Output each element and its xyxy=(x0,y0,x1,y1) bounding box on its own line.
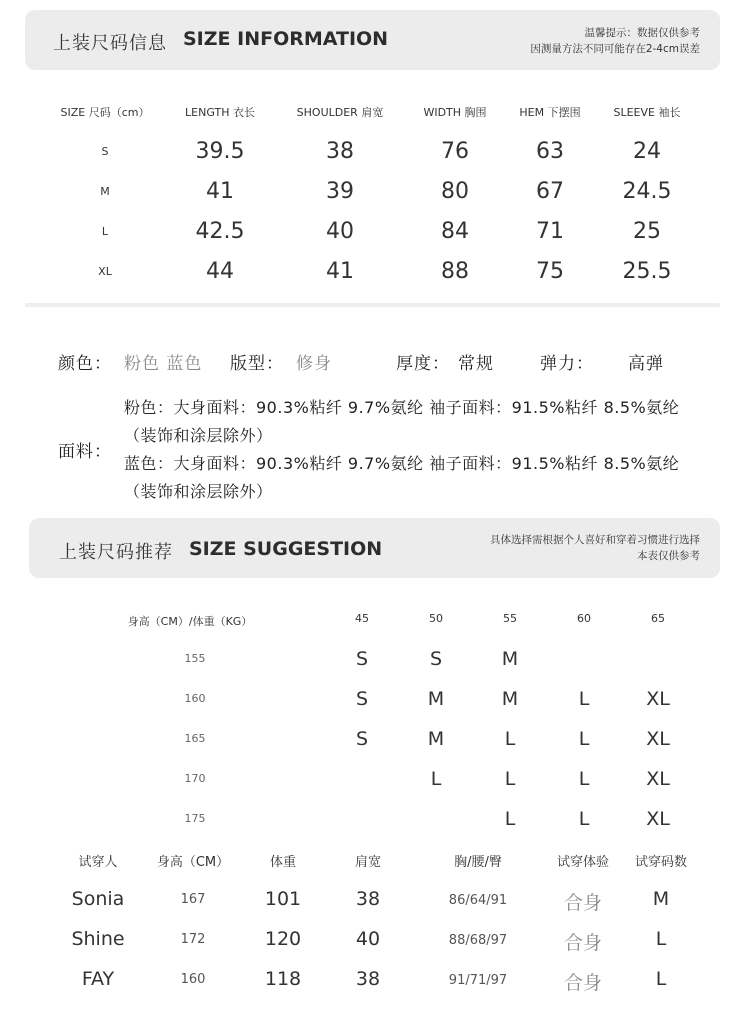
suggested-size: M xyxy=(501,648,519,670)
weight-header: 65 xyxy=(651,612,665,625)
size-info-banner xyxy=(25,10,720,70)
size-suggestion-note xyxy=(490,532,700,564)
suggested-size: XL xyxy=(646,808,670,830)
size-info-header-size: SIZE 尺码（cm） xyxy=(60,106,150,119)
size-value: 39 xyxy=(326,179,354,204)
try-on-weight: 120 xyxy=(264,928,302,950)
try-on-height: 172 xyxy=(180,932,206,947)
suggested-size: S xyxy=(355,688,369,710)
suggested-size: L xyxy=(504,808,516,830)
try-on-weight: 118 xyxy=(264,968,302,990)
size-info-note-line2: 因测量方法不同可能存在2-4cm误差 xyxy=(530,43,700,55)
try-on-bwh: 91/71/97 xyxy=(448,973,508,988)
suggested-size: L xyxy=(504,768,516,790)
size-value: 88 xyxy=(441,259,469,284)
size-row-label: S xyxy=(101,145,109,158)
try-on-fit: 合身 xyxy=(563,972,602,994)
stretch-label: 弹力： xyxy=(540,354,594,374)
size-value: 40 xyxy=(326,219,354,244)
size-value: 67 xyxy=(536,179,564,204)
size-info-header-sleeve: SLEEVE 袖长 xyxy=(613,106,681,119)
try-on-header-size: 试穿码数 xyxy=(634,855,687,870)
color-value: 粉色 蓝色 xyxy=(124,354,203,374)
size-info-header-width: WIDTH 胸围 xyxy=(423,106,487,119)
size-value: 63 xyxy=(536,139,564,164)
try-on-header-bwh: 胸/腰/臀 xyxy=(454,855,502,870)
thickness-value: 常规 xyxy=(458,354,494,374)
suggested-size: L xyxy=(578,808,590,830)
size-row-label: M xyxy=(100,185,110,198)
suggested-size: L xyxy=(578,728,590,750)
suggested-size: XL xyxy=(646,728,670,750)
try-on-fit: 合身 xyxy=(563,892,602,914)
size-info-note xyxy=(530,25,700,57)
fabric-line-blue: 蓝色：大身面料：90.3%粘纤 9.7%氨纶 袖子面料：91.5%粘纤 8.5%氨纶 xyxy=(124,454,680,473)
size-value: 84 xyxy=(441,219,469,244)
suggested-size: XL xyxy=(646,768,670,790)
section-divider xyxy=(25,303,720,307)
fabric-label: 面料： xyxy=(58,442,112,462)
size-value: 24 xyxy=(633,139,661,164)
size-info-header-length: LENGTH 衣长 xyxy=(185,106,255,119)
suggested-size: L xyxy=(578,688,590,710)
weight-header: 55 xyxy=(503,612,517,625)
size-value: 76 xyxy=(441,139,469,164)
try-on-name: Shine xyxy=(71,928,125,950)
try-on-size: L xyxy=(655,928,667,950)
size-value: 39.5 xyxy=(195,139,245,164)
size-value: 25.5 xyxy=(622,259,672,284)
suggested-size: M xyxy=(427,728,445,750)
size-value: 42.5 xyxy=(195,219,245,244)
try-on-header-experience: 试穿体验 xyxy=(556,855,609,870)
try-on-header-person: 试穿人 xyxy=(78,855,118,870)
try-on-weight: 101 xyxy=(264,888,302,910)
fabric-line-note: （装饰和涂层除外） xyxy=(124,482,273,501)
try-on-bwh: 86/64/91 xyxy=(448,893,508,908)
suggestion-header-label: 身高（CM）/体重（KG） xyxy=(127,615,253,628)
size-suggestion-title-en: SIZE SUGGESTION xyxy=(189,538,383,560)
weight-header: 45 xyxy=(355,612,369,625)
suggested-size: S xyxy=(355,728,369,750)
suggested-size: L xyxy=(504,728,516,750)
size-value: 38 xyxy=(326,139,354,164)
size-suggestion-banner xyxy=(29,518,720,578)
height-label: 155 xyxy=(184,652,206,665)
size-value: 44 xyxy=(206,259,234,284)
size-value: 24.5 xyxy=(622,179,672,204)
size-info-title-en: SIZE INFORMATION xyxy=(183,28,389,50)
size-suggestion-note-line1: 具体选择需根据个人喜好和穿着习惯进行选择 xyxy=(490,534,700,546)
try-on-header-weight: 体重 xyxy=(269,855,296,870)
size-row-label: XL xyxy=(98,265,112,278)
try-on-height: 167 xyxy=(180,892,206,907)
suggested-size: L xyxy=(578,768,590,790)
size-suggestion-title-cn: 上装尺码推荐 xyxy=(59,542,173,563)
try-on-header-shoulder: 肩宽 xyxy=(354,855,381,870)
fit-label: 版型： xyxy=(230,354,284,374)
size-value: 75 xyxy=(536,259,564,284)
thickness-label: 厚度： xyxy=(396,354,450,374)
color-label: 颜色： xyxy=(58,354,112,374)
stretch-value: 高弹 xyxy=(628,354,664,374)
try-on-size: M xyxy=(652,888,670,910)
weight-header: 60 xyxy=(577,612,591,625)
height-label: 175 xyxy=(184,812,206,825)
fabric-line-pink: 粉色：大身面料：90.3%粘纤 9.7%氨纶 袖子面料：91.5%粘纤 8.5%氨纶 xyxy=(124,398,680,417)
suggested-size: XL xyxy=(646,688,670,710)
size-value: 41 xyxy=(206,179,234,204)
try-on-name: FAY xyxy=(81,968,115,990)
try-on-height: 160 xyxy=(180,972,206,987)
try-on-shoulder: 40 xyxy=(355,928,381,950)
suggested-size: L xyxy=(430,768,442,790)
size-suggestion-note-line2: 本表仅供参考 xyxy=(637,550,700,562)
size-info-title-cn: 上装尺码信息 xyxy=(53,33,167,54)
size-row-label: L xyxy=(101,225,109,238)
try-on-name: Sonia xyxy=(71,888,125,910)
height-label: 165 xyxy=(184,732,206,745)
fabric-line-note: （装饰和涂层除外） xyxy=(124,426,273,445)
size-info-note-line1: 温馨提示：数据仅供参考 xyxy=(584,27,700,39)
weight-header: 50 xyxy=(429,612,443,625)
height-label: 170 xyxy=(184,772,206,785)
try-on-shoulder: 38 xyxy=(355,888,381,910)
height-label: 160 xyxy=(184,692,206,705)
size-info-header-hem: HEM 下摆围 xyxy=(519,106,581,119)
suggested-size: S xyxy=(429,648,443,670)
size-value: 80 xyxy=(441,179,469,204)
suggested-size: M xyxy=(427,688,445,710)
size-value: 25 xyxy=(633,219,661,244)
try-on-bwh: 88/68/97 xyxy=(448,933,508,948)
try-on-header-height: 身高（CM） xyxy=(156,855,230,870)
size-value: 71 xyxy=(536,219,564,244)
size-info-header-shoulder: SHOULDER 肩宽 xyxy=(296,106,384,119)
try-on-fit: 合身 xyxy=(563,932,602,954)
suggested-size: S xyxy=(355,648,369,670)
suggested-size: M xyxy=(501,688,519,710)
try-on-shoulder: 38 xyxy=(355,968,381,990)
try-on-size: L xyxy=(655,968,667,990)
size-value: 41 xyxy=(326,259,354,284)
fit-value: 修身 xyxy=(296,354,332,374)
